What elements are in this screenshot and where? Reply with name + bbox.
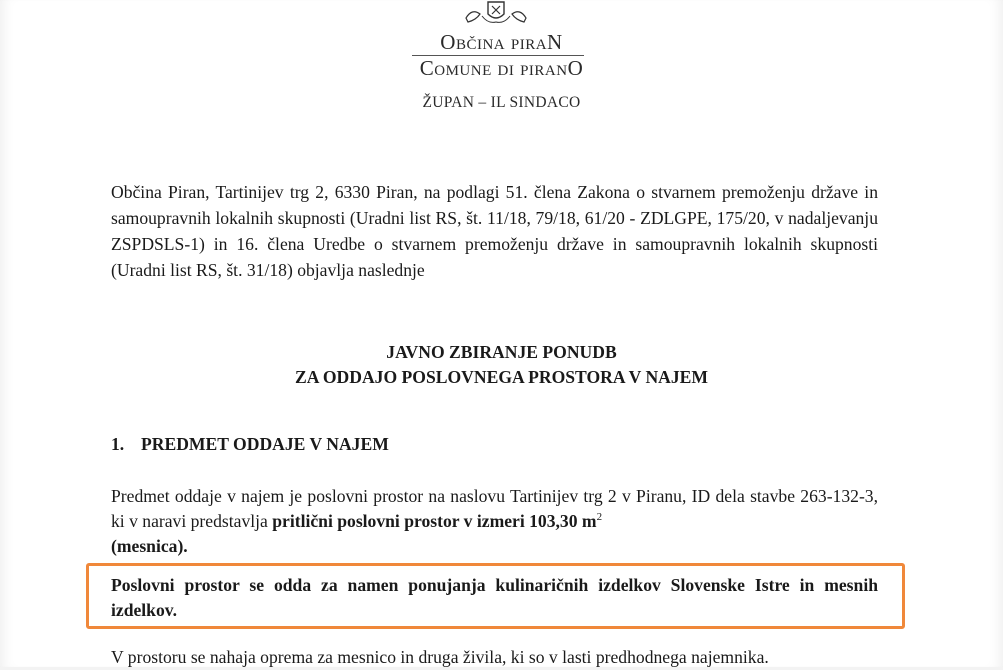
area-unit-superscript: 2 (596, 511, 603, 523)
subject-type-bold: (mesnica). (111, 536, 188, 556)
subject-paragraph (111, 484, 878, 559)
section-number: 1. (111, 434, 125, 454)
intro-paragraph: Občina Piran, Tartinijev trg 2, 6330 Piran, na podlagi 51. člena Zakona o stvarnem premoženju države in samoupravnih lokalnih skupnosti (Uradni list RS, št. 11/18, 79/18, 61/20 - ZDLGPE, 175/20, v nadaljevanju ZSPDSLS-1) in 16. člena Uredbe o stvarnem premoženju države in samoupravnih lokalnih skupnosti (Uradni list RS, št. 31/18) objavlja naslednje (111, 182, 878, 280)
coat-of-arms-logo (458, 0, 534, 26)
subject-area-bold: pritlični poslovni prostor v izmeri 103,30 m (272, 511, 597, 531)
section-heading (111, 434, 389, 455)
subject-text: Predmet oddaje v najem je poslovni prostor na naslovu Tartinijev trg 2 v Piranu, ID dela stavbe 263-132-3, ki v naravi predstavlja (111, 486, 878, 531)
municipality-name-slovene: Občina piraN (440, 30, 563, 54)
document-title-line1: JAVNO ZBIRANJE PONUDB (386, 342, 617, 362)
equipment-paragraph: V prostoru se nahaja oprema za mesnico in druga živila, ki so v lasti predhodnega najemnika. (111, 647, 769, 667)
document-title-line2: ZA ODDAJO POSLOVNEGA PROSTORA V NAJEM (294, 367, 709, 387)
highlighted-purpose-paragraph: Poslovni prostor se odda za namen ponujanja kulinaričnih izdelkov Slovenske Istre in mesnih izdelkov. (111, 575, 878, 620)
municipality-name-italian: Comune di piranO (419, 56, 584, 80)
section-title: PREDMET ODDAJE V NAJEM (141, 434, 389, 454)
mayor-office-label: ŽUPAN – IL SINDACO (422, 94, 581, 111)
